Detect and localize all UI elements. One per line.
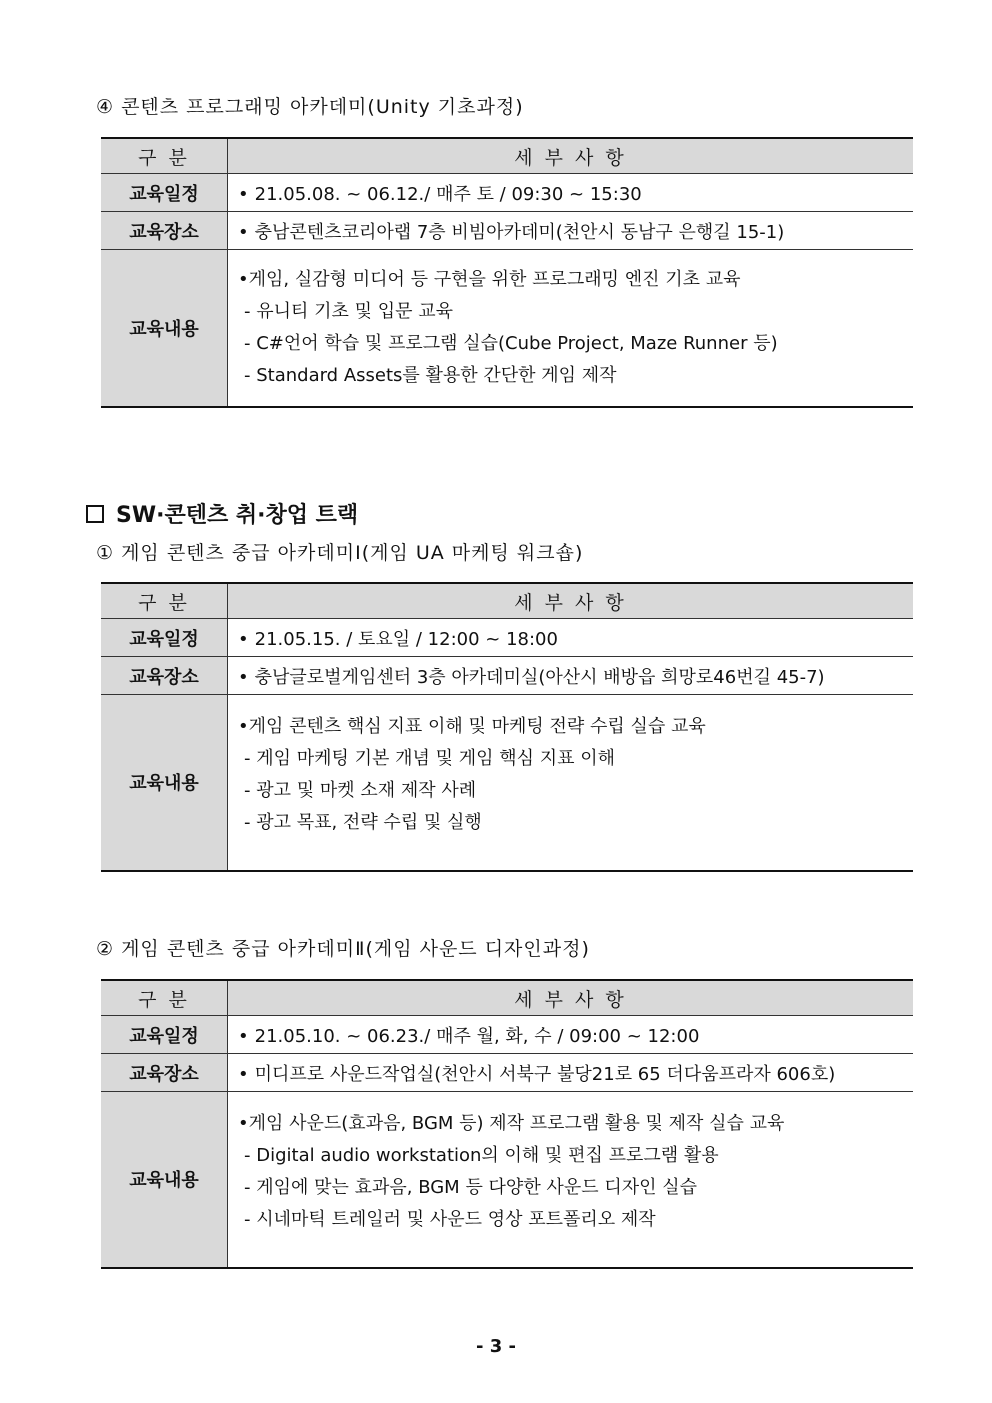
schedule-value: 21.05.10. ~ 06.23./ 매주 월, 화, 수 / 09:00 ~ 12:00 bbox=[254, 1025, 700, 1047]
table-header-row bbox=[101, 980, 913, 1016]
place-row bbox=[101, 1054, 913, 1092]
content-cell bbox=[228, 250, 914, 408]
schedule-value: 21.05.15. / 토요일 / 12:00 ~ 18:00 bbox=[254, 628, 558, 650]
place-cell bbox=[228, 1054, 914, 1092]
header-details: 세 부 사 항 bbox=[228, 980, 914, 1016]
place-label: 교육장소 bbox=[101, 1054, 228, 1092]
schedule-cell bbox=[228, 174, 914, 212]
header-category: 구 분 bbox=[101, 583, 228, 619]
bullet-icon: • bbox=[238, 1063, 249, 1085]
bullet-icon: • bbox=[238, 1113, 249, 1135]
content-sub-item: - C#언어 학습 및 프로그램 실습(Cube Project, Maze Runner 등) bbox=[244, 333, 778, 354]
content-sub-item: - 게임 마케팅 기본 개념 및 게임 핵심 지표 이해 bbox=[244, 748, 615, 770]
academy4-table bbox=[101, 137, 913, 408]
bullet-icon: • bbox=[238, 1025, 249, 1047]
section-title bbox=[86, 498, 358, 529]
header-category: 구 분 bbox=[101, 980, 228, 1016]
bullet-icon: • bbox=[238, 628, 249, 650]
place-label: 교육장소 bbox=[101, 657, 228, 695]
schedule-row bbox=[101, 619, 913, 657]
place-label: 교육장소 bbox=[101, 212, 228, 250]
table-header-row bbox=[101, 583, 913, 619]
table-header-row bbox=[101, 138, 913, 174]
place-value: 충남콘텐츠코리아랩 7층 비빔아카데미(천안시 동남구 은행길 15-1) bbox=[254, 221, 785, 243]
schedule-cell bbox=[228, 619, 914, 657]
place-row bbox=[101, 212, 913, 250]
place-value: 미디프로 사운드작업실(천안시 서북구 불당21로 65 더다움프라자 606호) bbox=[254, 1063, 836, 1085]
content-sub-item: - 게임에 맞는 효과음, BGM 등 다양한 사운드 디자인 실습 bbox=[244, 1177, 697, 1199]
bullet-icon: • bbox=[238, 666, 249, 688]
bullet-icon: • bbox=[238, 269, 249, 290]
schedule-label: 교육일정 bbox=[101, 174, 228, 212]
content-sub-item: - 시네마틱 트레일러 및 사운드 영상 포트폴리오 제작 bbox=[244, 1209, 656, 1231]
place-value: 충남글로벌게임센터 3층 아카데미실(아산시 배방읍 희망로46번길 45-7) bbox=[254, 666, 825, 688]
content-sub-item: - 유니티 기초 및 입문 교육 bbox=[244, 301, 453, 322]
content-main: 게임, 실감형 미디어 등 구현을 위한 프로그래밍 엔진 기초 교육 bbox=[248, 269, 741, 290]
content-label: 교육내용 bbox=[101, 695, 228, 871]
section-title-text: SW·콘텐츠 취·창업 트랙 bbox=[116, 503, 359, 528]
content-sub-item: - Standard Assets를 활용한 간단한 게임 제작 bbox=[244, 365, 617, 386]
academy-sound-heading: ② 게임 콘텐츠 중급 아카데미Ⅱ(게임 사운드 디자인과정) bbox=[96, 938, 590, 960]
header-category: 구 분 bbox=[101, 138, 228, 174]
schedule-cell bbox=[228, 1016, 914, 1054]
place-cell bbox=[228, 657, 914, 695]
content-row bbox=[101, 1092, 913, 1268]
content-sub-item: - Digital audio workstation의 이해 및 편집 프로그램 활용 bbox=[244, 1145, 719, 1167]
content-main: 게임 사운드(효과음, BGM 등) 제작 프로그램 활용 및 제작 실습 교육 bbox=[248, 1113, 785, 1135]
bullet-icon: • bbox=[238, 716, 249, 738]
content-cell bbox=[228, 1092, 914, 1268]
content-label: 교육내용 bbox=[101, 250, 228, 408]
schedule-label: 교육일정 bbox=[101, 619, 228, 657]
content-label: 교육내용 bbox=[101, 1092, 228, 1268]
bullet-icon: • bbox=[238, 183, 249, 205]
content-main-line bbox=[238, 1108, 903, 1140]
academy-ua-table bbox=[101, 582, 913, 872]
content-cell bbox=[228, 695, 914, 871]
content-sub-item: - 광고 목표, 전략 수립 및 실행 bbox=[244, 812, 482, 834]
schedule-label: 교육일정 bbox=[101, 1016, 228, 1054]
schedule-row bbox=[101, 1016, 913, 1054]
content-main-line bbox=[238, 264, 903, 296]
academy4-heading: ④ 콘텐츠 프로그래밍 아카데미(Unity 기초과정) bbox=[96, 96, 524, 118]
schedule-row bbox=[101, 174, 913, 212]
page-number: - 3 - bbox=[476, 1336, 516, 1357]
content-sub-item: - 광고 및 마켓 소재 제작 사례 bbox=[244, 780, 477, 802]
header-details: 세 부 사 항 bbox=[228, 583, 914, 619]
place-cell bbox=[228, 212, 914, 250]
academy-ua-heading: ① 게임 콘텐츠 중급 아카데미Ⅰ(게임 UA 마케팅 워크숍) bbox=[96, 542, 584, 564]
academy-sound-table bbox=[101, 979, 913, 1269]
bullet-icon: • bbox=[238, 221, 249, 243]
content-row bbox=[101, 695, 913, 871]
header-details: 세 부 사 항 bbox=[228, 138, 914, 174]
place-row bbox=[101, 657, 913, 695]
content-row bbox=[101, 250, 913, 408]
checkbox-square-icon bbox=[86, 505, 104, 523]
schedule-value: 21.05.08. ~ 06.12./ 매주 토 / 09:30 ~ 15:30 bbox=[254, 183, 642, 205]
content-main: 게임 콘텐츠 핵심 지표 이해 및 마케팅 전략 수립 실습 교육 bbox=[248, 716, 706, 738]
content-main-line bbox=[238, 711, 903, 743]
